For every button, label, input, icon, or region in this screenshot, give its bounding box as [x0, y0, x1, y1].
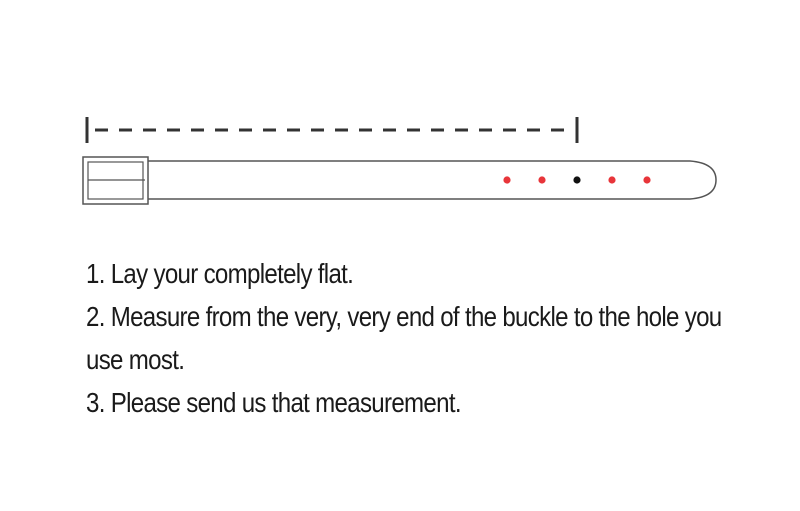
hole-red: [538, 176, 545, 183]
hole-red: [643, 176, 650, 183]
measurement-line: [87, 117, 577, 143]
belt-holes: [503, 176, 650, 183]
instruction-step-3: [86, 381, 757, 424]
step-text: Measure from the very, very end of the buckle to the hole you use most.: [86, 301, 722, 375]
hole-red: [608, 176, 615, 183]
step-number: 1.: [86, 258, 105, 289]
instruction-step-2: [86, 295, 757, 381]
hole-red: [503, 176, 510, 183]
buckle: [83, 157, 148, 204]
hole-black: [573, 176, 580, 183]
step-text: Lay your completely flat.: [110, 258, 354, 289]
belt-strap: [148, 161, 716, 199]
step-number: 3.: [86, 387, 105, 418]
instructions-list: [86, 252, 757, 424]
instruction-step-1: [86, 252, 757, 295]
step-number: 2.: [86, 301, 105, 332]
step-text: Please send us that measurement.: [110, 387, 461, 418]
